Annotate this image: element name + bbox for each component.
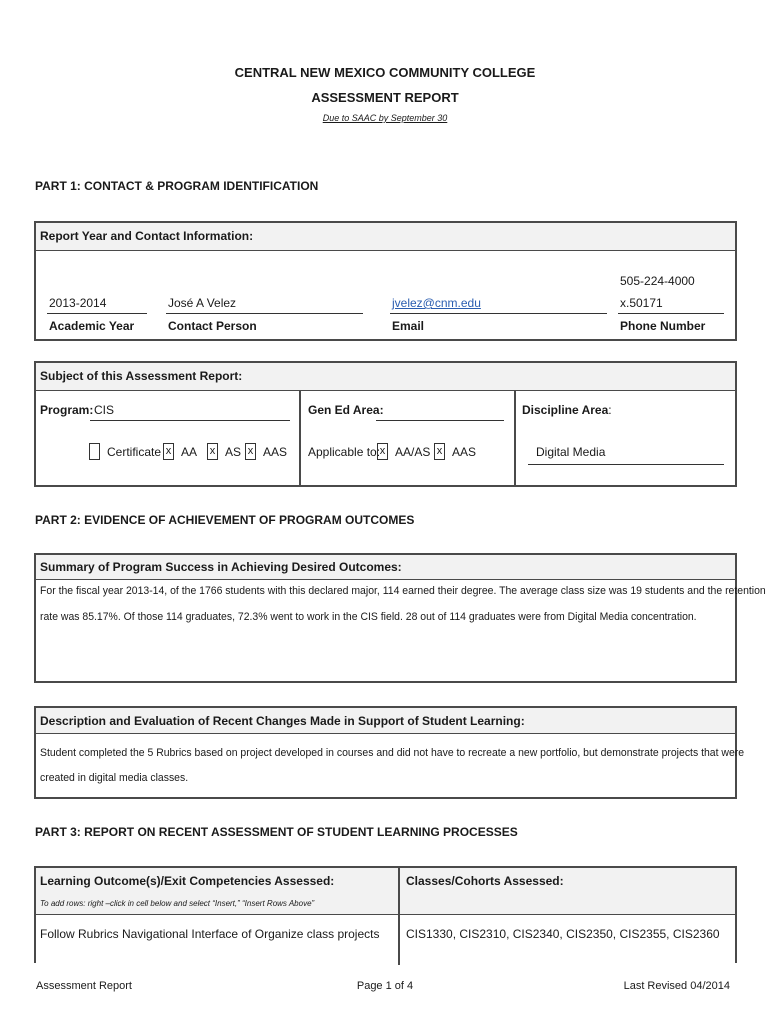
subject-divider-1 [299,391,301,487]
email-underline [390,313,607,314]
part2-heading: PART 2: EVIDENCE OF ACHIEVEMENT OF PROGRAM OUTCOMES [35,513,415,527]
academic-year-underline [47,313,147,314]
program-underline [90,420,290,421]
subject-header [36,363,735,391]
report-title: ASSESSMENT REPORT [311,90,459,105]
subject-box [34,361,737,487]
aa-checkbox[interactable]: x [163,443,174,460]
changes-header [36,708,735,734]
changes-title: Description and Evaluation of Recent Changes Made in Support of Student Learning: [40,714,525,728]
part3-heading: PART 3: REPORT ON RECENT ASSESSMENT OF STUDENT LEARNING PROCESSES [35,825,518,839]
contact-person-label: Contact Person [168,319,257,333]
summary-box [34,553,766,683]
outcomes-divider [398,868,400,965]
email-label: Email [392,319,425,333]
discipline-label: Discipline Area [522,403,609,417]
academic-year-label: Academic Year [49,319,135,333]
phone-line1[interactable]: 505-224-4000 [620,274,695,288]
certificate-label: Certificate [107,445,162,459]
classes-row-text[interactable]: CIS1330, CIS2310, CIS2340, CIS2350, CIS2355, CIS2360 [406,927,720,941]
aas-label: AAS [263,445,288,459]
outcomes-table [34,866,737,963]
app-aas-label: AAS [452,445,477,459]
contact-person-value[interactable]: José A Velez [168,296,237,310]
app-aas-checkbox[interactable]: x [434,443,445,460]
phone-underline [618,313,724,314]
contact-person-underline [166,313,363,314]
certificate-checkbox[interactable] [89,443,100,460]
discipline-colon: : [608,403,612,417]
changes-line-2[interactable]: created in digital media classes. [40,772,189,784]
as-label: AS [225,445,242,459]
contact-info-box [34,221,737,341]
changes-box [34,706,745,799]
contact-info-title: Report Year and Contact Information: [40,229,254,243]
changes-line-1[interactable]: Student completed the 5 Rubrics based on project developed in courses and did not have to recreate a new portfolio, but demonstrate projects that were [40,747,745,759]
phone-line2[interactable]: x.50171 [620,296,663,310]
email-link[interactable]: jvelez@cnm.edu [392,296,481,310]
part1-heading: PART 1: CONTACT & PROGRAM IDENTIFICATION [35,179,319,193]
aa-label: AA [181,445,198,459]
discipline-underline [528,464,724,465]
phone-label: Phone Number [620,319,706,333]
contact-info-header [36,223,735,251]
footer-page-number: Page 1 of 4 [356,980,414,992]
as-checkbox[interactable]: x [207,443,218,460]
applicable-label: Applicable to: [308,445,381,459]
gen-ed-underline [376,420,504,421]
outcomes-hint: To add rows: right –click in cell below and select “Insert,” “Insert Rows Above” [40,899,315,908]
outcome-row-text[interactable]: Follow Rubrics Navigational Interface of Organize class projects [40,927,380,941]
summary-header [36,555,735,580]
college-name: CENTRAL NEW MEXICO COMMUNITY COLLEGE [234,65,536,80]
aa-as-checkbox[interactable]: x [377,443,388,460]
summary-line-1[interactable]: For the fiscal year 2013-14, of the 1766 students with this declared major, 114 earned their degree. The average class size was 19 students and the retention [40,585,766,597]
subject-divider-2 [514,391,516,487]
email-value[interactable] [392,296,481,310]
classes-header: Classes/Cohorts Assessed: [406,874,564,888]
program-label: Program: [40,403,94,417]
subject-title: Subject of this Assessment Report: [40,369,243,383]
discipline-label-wrap [522,403,612,417]
aa-as-label: AA/AS [395,445,431,459]
gen-ed-label: Gen Ed Area: [308,403,384,417]
aas-checkbox[interactable]: x [245,443,256,460]
outcomes-header: Learning Outcome(s)/Exit Competencies Assessed: [40,874,335,888]
footer-left: Assessment Report [36,980,132,992]
discipline-value[interactable]: Digital Media [536,445,606,459]
footer-right: Last Revised 04/2014 [623,980,730,992]
summary-line-2[interactable]: rate was 85.17%. Of those 114 graduates, 72.3% went to work in the CIS field. 28 out of 114 graduates were from Digital Media concentration. [40,611,697,623]
summary-title: Summary of Program Success in Achieving Desired Outcomes: [40,560,402,574]
due-note: Due to SAAC by September 30 [322,113,448,123]
program-value[interactable]: CIS [94,403,115,417]
academic-year-value[interactable]: 2013-2014 [49,296,107,310]
